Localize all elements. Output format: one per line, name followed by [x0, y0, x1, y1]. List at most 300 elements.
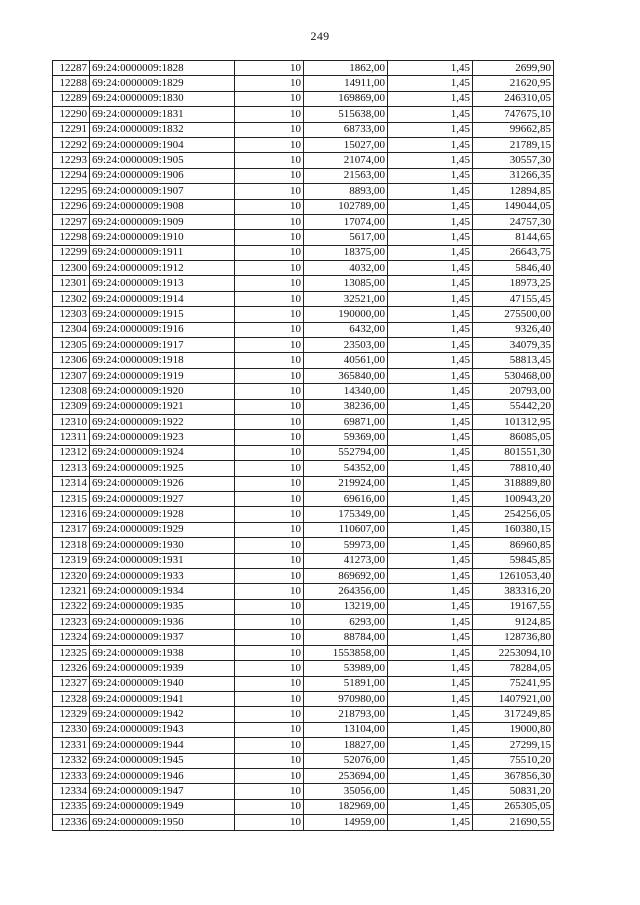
area-cell: 6293,00 [304, 615, 388, 630]
cadastral-number-cell: 69:24:0000009:1916 [90, 322, 235, 337]
rate-cell: 1,45 [388, 399, 473, 414]
rate-cell: 1,45 [388, 692, 473, 707]
amount-cell: 9124,85 [473, 615, 554, 630]
table-row [53, 645, 554, 660]
row-number-cell: 12306 [53, 353, 90, 368]
amount-cell: 78810,40 [473, 461, 554, 476]
amount-cell: 1407921,00 [473, 692, 554, 707]
row-number-cell: 12332 [53, 753, 90, 768]
row-number-cell: 12321 [53, 584, 90, 599]
area-cell: 970980,00 [304, 692, 388, 707]
cadastral-number-cell: 69:24:0000009:1921 [90, 399, 235, 414]
quantity-cell: 10 [235, 307, 304, 322]
quantity-cell: 10 [235, 768, 304, 783]
row-number-cell: 12307 [53, 368, 90, 383]
area-cell: 35056,00 [304, 784, 388, 799]
cadastral-number-cell: 69:24:0000009:1832 [90, 122, 235, 137]
table-row [53, 522, 554, 537]
amount-cell: 18973,25 [473, 276, 554, 291]
amount-cell: 99662,85 [473, 122, 554, 137]
row-number-cell: 12314 [53, 476, 90, 491]
table-row [53, 91, 554, 106]
area-cell: 21074,00 [304, 153, 388, 168]
area-cell: 182969,00 [304, 799, 388, 814]
cadastral-number-cell: 69:24:0000009:1829 [90, 76, 235, 91]
table-row [53, 214, 554, 229]
quantity-cell: 10 [235, 368, 304, 383]
table-row [53, 322, 554, 337]
amount-cell: 75241,95 [473, 676, 554, 691]
area-cell: 169869,00 [304, 91, 388, 106]
rate-cell: 1,45 [388, 630, 473, 645]
rate-cell: 1,45 [388, 230, 473, 245]
row-number-cell: 12295 [53, 184, 90, 199]
table-row [53, 430, 554, 445]
table-row [53, 307, 554, 322]
amount-cell: 47155,45 [473, 291, 554, 306]
rate-cell: 1,45 [388, 76, 473, 91]
rate-cell: 1,45 [388, 199, 473, 214]
cadastral-number-cell: 69:24:0000009:1934 [90, 584, 235, 599]
rate-cell: 1,45 [388, 214, 473, 229]
rate-cell: 1,45 [388, 91, 473, 106]
quantity-cell: 10 [235, 645, 304, 660]
area-cell: 21563,00 [304, 168, 388, 183]
table-row [53, 553, 554, 568]
table-row [53, 368, 554, 383]
row-number-cell: 12326 [53, 661, 90, 676]
table-row [53, 184, 554, 199]
rate-cell: 1,45 [388, 599, 473, 614]
quantity-cell: 10 [235, 476, 304, 491]
row-number-cell: 12309 [53, 399, 90, 414]
table-row [53, 491, 554, 506]
amount-cell: 128736,80 [473, 630, 554, 645]
area-cell: 23503,00 [304, 338, 388, 353]
rate-cell: 1,45 [388, 461, 473, 476]
amount-cell: 12894,85 [473, 184, 554, 199]
rate-cell: 1,45 [388, 568, 473, 583]
rate-cell: 1,45 [388, 353, 473, 368]
amount-cell: 101312,95 [473, 414, 554, 429]
rate-cell: 1,45 [388, 137, 473, 152]
row-number-cell: 12317 [53, 522, 90, 537]
area-cell: 69616,00 [304, 491, 388, 506]
table-row [53, 153, 554, 168]
rate-cell: 1,45 [388, 738, 473, 753]
cadastral-number-cell: 69:24:0000009:1939 [90, 661, 235, 676]
area-cell: 51891,00 [304, 676, 388, 691]
rate-cell: 1,45 [388, 753, 473, 768]
rate-cell: 1,45 [388, 184, 473, 199]
row-number-cell: 12336 [53, 815, 90, 830]
cadastral-number-cell: 69:24:0000009:1936 [90, 615, 235, 630]
area-cell: 110607,00 [304, 522, 388, 537]
amount-cell: 5846,40 [473, 261, 554, 276]
area-cell: 14911,00 [304, 76, 388, 91]
amount-cell: 86085,05 [473, 430, 554, 445]
table-row [53, 584, 554, 599]
area-cell: 4032,00 [304, 261, 388, 276]
row-number-cell: 12322 [53, 599, 90, 614]
rate-cell: 1,45 [388, 722, 473, 737]
area-cell: 32521,00 [304, 291, 388, 306]
quantity-cell: 10 [235, 184, 304, 199]
table-row [53, 784, 554, 799]
amount-cell: 75510,20 [473, 753, 554, 768]
amount-cell: 317249,85 [473, 707, 554, 722]
amount-cell: 275500,00 [473, 307, 554, 322]
cadastral-number-cell: 69:24:0000009:1915 [90, 307, 235, 322]
area-cell: 59369,00 [304, 430, 388, 445]
area-cell: 68733,00 [304, 122, 388, 137]
quantity-cell: 10 [235, 538, 304, 553]
area-cell: 1553858,00 [304, 645, 388, 660]
area-cell: 8893,00 [304, 184, 388, 199]
amount-cell: 383316,20 [473, 584, 554, 599]
amount-cell: 78284,05 [473, 661, 554, 676]
table-row [53, 276, 554, 291]
table-row [53, 353, 554, 368]
quantity-cell: 10 [235, 799, 304, 814]
table-row [53, 61, 554, 76]
cadastral-number-cell: 69:24:0000009:1912 [90, 261, 235, 276]
row-number-cell: 12327 [53, 676, 90, 691]
row-number-cell: 12305 [53, 338, 90, 353]
area-cell: 13104,00 [304, 722, 388, 737]
table-body [53, 61, 554, 831]
table-row [53, 753, 554, 768]
row-number-cell: 12325 [53, 645, 90, 660]
cadastral-number-cell: 69:24:0000009:1949 [90, 799, 235, 814]
cadastral-number-cell: 69:24:0000009:1946 [90, 768, 235, 783]
amount-cell: 34079,35 [473, 338, 554, 353]
amount-cell: 58813,45 [473, 353, 554, 368]
row-number-cell: 12294 [53, 168, 90, 183]
quantity-cell: 10 [235, 722, 304, 737]
table-row [53, 738, 554, 753]
area-cell: 6432,00 [304, 322, 388, 337]
amount-cell: 2253094,10 [473, 645, 554, 660]
quantity-cell: 10 [235, 230, 304, 245]
area-cell: 14340,00 [304, 384, 388, 399]
area-cell: 59973,00 [304, 538, 388, 553]
rate-cell: 1,45 [388, 430, 473, 445]
cadastral-number-cell: 69:24:0000009:1940 [90, 676, 235, 691]
quantity-cell: 10 [235, 291, 304, 306]
row-number-cell: 12313 [53, 461, 90, 476]
quantity-cell: 10 [235, 430, 304, 445]
rate-cell: 1,45 [388, 661, 473, 676]
row-number-cell: 12289 [53, 91, 90, 106]
rate-cell: 1,45 [388, 476, 473, 491]
rate-cell: 1,45 [388, 676, 473, 691]
cadastral-number-cell: 69:24:0000009:1937 [90, 630, 235, 645]
table-row [53, 507, 554, 522]
amount-cell: 19167,55 [473, 599, 554, 614]
amount-cell: 24757,30 [473, 214, 554, 229]
cadastral-number-cell: 69:24:0000009:1928 [90, 507, 235, 522]
amount-cell: 86960,85 [473, 538, 554, 553]
amount-cell: 265305,05 [473, 799, 554, 814]
area-cell: 175349,00 [304, 507, 388, 522]
rate-cell: 1,45 [388, 815, 473, 830]
rate-cell: 1,45 [388, 61, 473, 76]
row-number-cell: 12308 [53, 384, 90, 399]
table-row [53, 107, 554, 122]
rate-cell: 1,45 [388, 122, 473, 137]
row-number-cell: 12329 [53, 707, 90, 722]
quantity-cell: 10 [235, 338, 304, 353]
cadastral-number-cell: 69:24:0000009:1917 [90, 338, 235, 353]
row-number-cell: 12302 [53, 291, 90, 306]
area-cell: 88784,00 [304, 630, 388, 645]
quantity-cell: 10 [235, 707, 304, 722]
table-row [53, 291, 554, 306]
table-row [53, 615, 554, 630]
quantity-cell: 10 [235, 461, 304, 476]
area-cell: 552794,00 [304, 445, 388, 460]
table-row [53, 815, 554, 830]
area-cell: 365840,00 [304, 368, 388, 383]
rate-cell: 1,45 [388, 784, 473, 799]
amount-cell: 8144,65 [473, 230, 554, 245]
row-number-cell: 12303 [53, 307, 90, 322]
quantity-cell: 10 [235, 522, 304, 537]
area-cell: 69871,00 [304, 414, 388, 429]
amount-cell: 55442,20 [473, 399, 554, 414]
quantity-cell: 10 [235, 507, 304, 522]
row-number-cell: 12291 [53, 122, 90, 137]
row-number-cell: 12335 [53, 799, 90, 814]
table-row [53, 722, 554, 737]
rate-cell: 1,45 [388, 322, 473, 337]
cadastral-number-cell: 69:24:0000009:1910 [90, 230, 235, 245]
table-row [53, 461, 554, 476]
cadastral-number-cell: 69:24:0000009:1950 [90, 815, 235, 830]
cadastral-number-cell: 69:24:0000009:1914 [90, 291, 235, 306]
table-row [53, 414, 554, 429]
cadastral-number-cell: 69:24:0000009:1941 [90, 692, 235, 707]
table-row [53, 661, 554, 676]
quantity-cell: 10 [235, 553, 304, 568]
table-row [53, 692, 554, 707]
quantity-cell: 10 [235, 599, 304, 614]
quantity-cell: 10 [235, 815, 304, 830]
cadastral-number-cell: 69:24:0000009:1904 [90, 137, 235, 152]
table-row [53, 599, 554, 614]
quantity-cell: 10 [235, 738, 304, 753]
rate-cell: 1,45 [388, 553, 473, 568]
table-row [53, 568, 554, 583]
quantity-cell: 10 [235, 261, 304, 276]
area-cell: 190000,00 [304, 307, 388, 322]
row-number-cell: 12298 [53, 230, 90, 245]
table-row [53, 122, 554, 137]
table-row [53, 384, 554, 399]
row-number-cell: 12293 [53, 153, 90, 168]
area-cell: 515638,00 [304, 107, 388, 122]
amount-cell: 801551,30 [473, 445, 554, 460]
row-number-cell: 12301 [53, 276, 90, 291]
quantity-cell: 10 [235, 676, 304, 691]
amount-cell: 26643,75 [473, 245, 554, 260]
rate-cell: 1,45 [388, 645, 473, 660]
cadastral-number-cell: 69:24:0000009:1911 [90, 245, 235, 260]
cadastral-number-cell: 69:24:0000009:1943 [90, 722, 235, 737]
quantity-cell: 10 [235, 245, 304, 260]
amount-cell: 149044,05 [473, 199, 554, 214]
row-number-cell: 12334 [53, 784, 90, 799]
rate-cell: 1,45 [388, 615, 473, 630]
row-number-cell: 12320 [53, 568, 90, 583]
cadastral-number-cell: 69:24:0000009:1942 [90, 707, 235, 722]
area-cell: 13219,00 [304, 599, 388, 614]
amount-cell: 21620,95 [473, 76, 554, 91]
area-cell: 54352,00 [304, 461, 388, 476]
quantity-cell: 10 [235, 414, 304, 429]
amount-cell: 30557,30 [473, 153, 554, 168]
row-number-cell: 12319 [53, 553, 90, 568]
cadastral-number-cell: 69:24:0000009:1933 [90, 568, 235, 583]
quantity-cell: 10 [235, 137, 304, 152]
amount-cell: 27299,15 [473, 738, 554, 753]
amount-cell: 254256,05 [473, 507, 554, 522]
table-row [53, 168, 554, 183]
row-number-cell: 12296 [53, 199, 90, 214]
row-number-cell: 12311 [53, 430, 90, 445]
amount-cell: 21789,15 [473, 137, 554, 152]
quantity-cell: 10 [235, 107, 304, 122]
row-number-cell: 12312 [53, 445, 90, 460]
area-cell: 218793,00 [304, 707, 388, 722]
table-row [53, 538, 554, 553]
cadastral-number-cell: 69:24:0000009:1920 [90, 384, 235, 399]
quantity-cell: 10 [235, 61, 304, 76]
table-row [53, 230, 554, 245]
area-cell: 17074,00 [304, 214, 388, 229]
row-number-cell: 12316 [53, 507, 90, 522]
amount-cell: 100943,20 [473, 491, 554, 506]
rate-cell: 1,45 [388, 107, 473, 122]
data-table [52, 60, 554, 831]
row-number-cell: 12324 [53, 630, 90, 645]
quantity-cell: 10 [235, 784, 304, 799]
rate-cell: 1,45 [388, 445, 473, 460]
amount-cell: 367856,30 [473, 768, 554, 783]
area-cell: 264356,00 [304, 584, 388, 599]
quantity-cell: 10 [235, 91, 304, 106]
cadastral-number-cell: 69:24:0000009:1923 [90, 430, 235, 445]
cadastral-number-cell: 69:24:0000009:1925 [90, 461, 235, 476]
quantity-cell: 10 [235, 630, 304, 645]
area-cell: 18375,00 [304, 245, 388, 260]
row-number-cell: 12330 [53, 722, 90, 737]
quantity-cell: 10 [235, 399, 304, 414]
rate-cell: 1,45 [388, 245, 473, 260]
table-row [53, 445, 554, 460]
cadastral-number-cell: 69:24:0000009:1947 [90, 784, 235, 799]
cadastral-number-cell: 69:24:0000009:1926 [90, 476, 235, 491]
amount-cell: 50831,20 [473, 784, 554, 799]
quantity-cell: 10 [235, 122, 304, 137]
area-cell: 38236,00 [304, 399, 388, 414]
amount-cell: 21690,55 [473, 815, 554, 830]
amount-cell: 2699,90 [473, 61, 554, 76]
row-number-cell: 12304 [53, 322, 90, 337]
table-row [53, 399, 554, 414]
cadastral-number-cell: 69:24:0000009:1944 [90, 738, 235, 753]
table-row [53, 707, 554, 722]
amount-cell: 318889,80 [473, 476, 554, 491]
table-row [53, 630, 554, 645]
cadastral-number-cell: 69:24:0000009:1931 [90, 553, 235, 568]
quantity-cell: 10 [235, 76, 304, 91]
cadastral-number-cell: 69:24:0000009:1913 [90, 276, 235, 291]
amount-cell: 747675,10 [473, 107, 554, 122]
table-row [53, 799, 554, 814]
cadastral-number-cell: 69:24:0000009:1929 [90, 522, 235, 537]
quantity-cell: 10 [235, 491, 304, 506]
rate-cell: 1,45 [388, 276, 473, 291]
cadastral-number-cell: 69:24:0000009:1907 [90, 184, 235, 199]
rate-cell: 1,45 [388, 384, 473, 399]
cadastral-number-cell: 69:24:0000009:1924 [90, 445, 235, 460]
table-row [53, 245, 554, 260]
amount-cell: 19000,80 [473, 722, 554, 737]
rate-cell: 1,45 [388, 707, 473, 722]
row-number-cell: 12328 [53, 692, 90, 707]
row-number-cell: 12292 [53, 137, 90, 152]
amount-cell: 31266,35 [473, 168, 554, 183]
amount-cell: 246310,05 [473, 91, 554, 106]
table-row [53, 261, 554, 276]
rate-cell: 1,45 [388, 414, 473, 429]
quantity-cell: 10 [235, 445, 304, 460]
quantity-cell: 10 [235, 199, 304, 214]
table-row [53, 676, 554, 691]
rate-cell: 1,45 [388, 799, 473, 814]
cadastral-number-cell: 69:24:0000009:1945 [90, 753, 235, 768]
area-cell: 18827,00 [304, 738, 388, 753]
quantity-cell: 10 [235, 384, 304, 399]
cadastral-number-cell: 69:24:0000009:1830 [90, 91, 235, 106]
amount-cell: 530468,00 [473, 368, 554, 383]
cadastral-number-cell: 69:24:0000009:1922 [90, 414, 235, 429]
row-number-cell: 12333 [53, 768, 90, 783]
cadastral-number-cell: 69:24:0000009:1918 [90, 353, 235, 368]
row-number-cell: 12299 [53, 245, 90, 260]
area-cell: 1862,00 [304, 61, 388, 76]
cadastral-number-cell: 69:24:0000009:1930 [90, 538, 235, 553]
cadastral-number-cell: 69:24:0000009:1938 [90, 645, 235, 660]
rate-cell: 1,45 [388, 522, 473, 537]
table-row [53, 199, 554, 214]
cadastral-number-cell: 69:24:0000009:1828 [90, 61, 235, 76]
area-cell: 869692,00 [304, 568, 388, 583]
rate-cell: 1,45 [388, 538, 473, 553]
row-number-cell: 12287 [53, 61, 90, 76]
rate-cell: 1,45 [388, 507, 473, 522]
rate-cell: 1,45 [388, 768, 473, 783]
row-number-cell: 12288 [53, 76, 90, 91]
row-number-cell: 12300 [53, 261, 90, 276]
area-cell: 14959,00 [304, 815, 388, 830]
quantity-cell: 10 [235, 153, 304, 168]
area-cell: 102789,00 [304, 199, 388, 214]
table-row [53, 338, 554, 353]
area-cell: 15027,00 [304, 137, 388, 152]
